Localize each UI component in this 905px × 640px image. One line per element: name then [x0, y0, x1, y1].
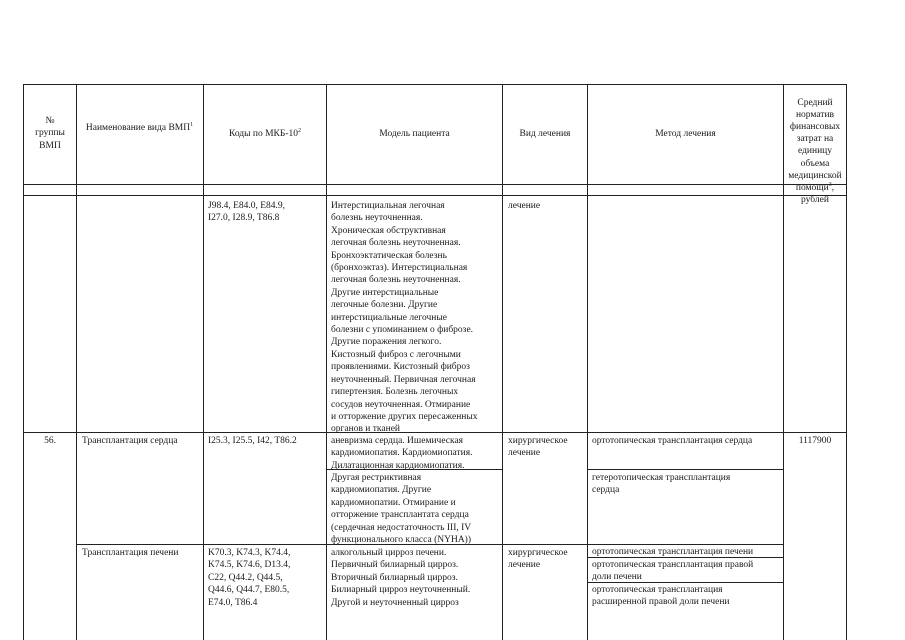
- liver-method-a: ортотопическая трансплантация печени: [592, 547, 754, 557]
- col-border-left: [23, 84, 24, 640]
- row-56-method-b: гетеротопическая трансплантация сердца: [592, 473, 731, 496]
- row-56-cost: 1117900: [798, 436, 832, 446]
- spacer-row-line: [23, 195, 846, 196]
- header-average-cost-tail: , рублей: [801, 182, 835, 205]
- header-icd-codes: [204, 128, 326, 140]
- row-56-number: 56.: [44, 436, 56, 446]
- liver-icd-codes: K70.3, K74.3, K74.4, K74.5, K74.6, D13.4, C22, Q44.2, Q44.5, Q44.6, Q44.7, E80.5, E74.0, T86.4: [208, 548, 291, 608]
- footnote-1: 1: [190, 122, 194, 128]
- row-56-vmp-name: Трансплантация сердца: [82, 436, 178, 446]
- header-patient-model: Модель пациента: [379, 129, 450, 139]
- liver-treatment-type: хирургическое лечение: [508, 548, 568, 571]
- col-border-right: [846, 84, 847, 640]
- liver-patient-model: алкогольный цирроз печени. Первичный билиарный цирроз. Вторичный билиарный цирроз. Билиарный цирроз неуточненный. Другой и неуточненный цирроз: [331, 548, 471, 608]
- row-56-method-a: ортотопическая трансплантация сердца: [592, 436, 753, 446]
- header-average-cost: [784, 85, 846, 206]
- col-divider-1: [76, 84, 77, 640]
- cont-treatment-type: лечение: [508, 201, 541, 211]
- header-icd-codes-text: Коды по МКБ-10: [228, 129, 299, 139]
- header-treatment-type: Вид лечения: [519, 129, 571, 139]
- footnote-3: 3: [828, 181, 832, 188]
- liver-method-b: ортотопическая трансплантация правой доли печени: [592, 560, 754, 583]
- cont-patient-model: Интерстициальная легочная болезнь неуточненная. Хроническая обструктивная легочная болезнь неуточненная. Бронхоэктатическая болезнь (бронхоэктаз). Интерстициальная легочная болезнь неуточненная. Другие интерстициальные легочные болезни. Другие интерстициальные легочные болезни с упоминанием о фиброзе. Другие поражения легкого. Кистозный фиброз с легочными проявлениями. Кистозный фиброз неуточненный. Первичная легочная гипертензия. Болезнь легочных сосудов неуточненная. Отмирание и отторжение других пересаженных органов и тканей: [331, 201, 478, 435]
- header-treatment-method: Метод лечения: [655, 129, 716, 139]
- footnote-2: 2: [298, 128, 302, 134]
- col-divider-4: [502, 84, 503, 640]
- liver-method-c: ортотопическая трансплантация расширенной правой доли печени: [592, 585, 730, 608]
- header-bottom-line: [23, 184, 846, 185]
- table-border-top: [23, 84, 846, 85]
- col-divider-3: [326, 84, 327, 640]
- row-56-treatment-type: хирургическое лечение: [508, 436, 568, 459]
- row-56-icd-codes: I25.3, I25.5, I42, T86.2: [208, 436, 297, 446]
- heart-method-split-line: [587, 469, 783, 470]
- row-56-patient-model-a: аневризма сердца. Ишемическая кардиомиопатия. Кардиомиопатия. Дилатационная кардиомиопатия.: [331, 436, 473, 471]
- header-group-number: № группы ВМП: [35, 116, 65, 151]
- liver-vmp-name: Трансплантация печени: [82, 548, 179, 558]
- header-vmp-name: [82, 122, 197, 134]
- row-56-patient-model-b: Другая рестриктивная кардиомиопатия. Другие кардиомиопатии. Отмирание и отторжение трансплантата сердца (сердечная недостаточность III, IV функционального класса (NYHA)): [331, 473, 472, 546]
- header-average-cost-text: Средний норматив финансовых затрат на единицу объема медицинской помощи: [788, 98, 842, 193]
- col-divider-2: [203, 84, 204, 640]
- col-divider-5: [587, 84, 588, 640]
- header-vmp-name-text: Наименование вида ВМП: [85, 123, 191, 133]
- cont-icd-codes: J98.4, E84.0, E84.9, I27.0, I28.9, T86.8: [208, 201, 286, 224]
